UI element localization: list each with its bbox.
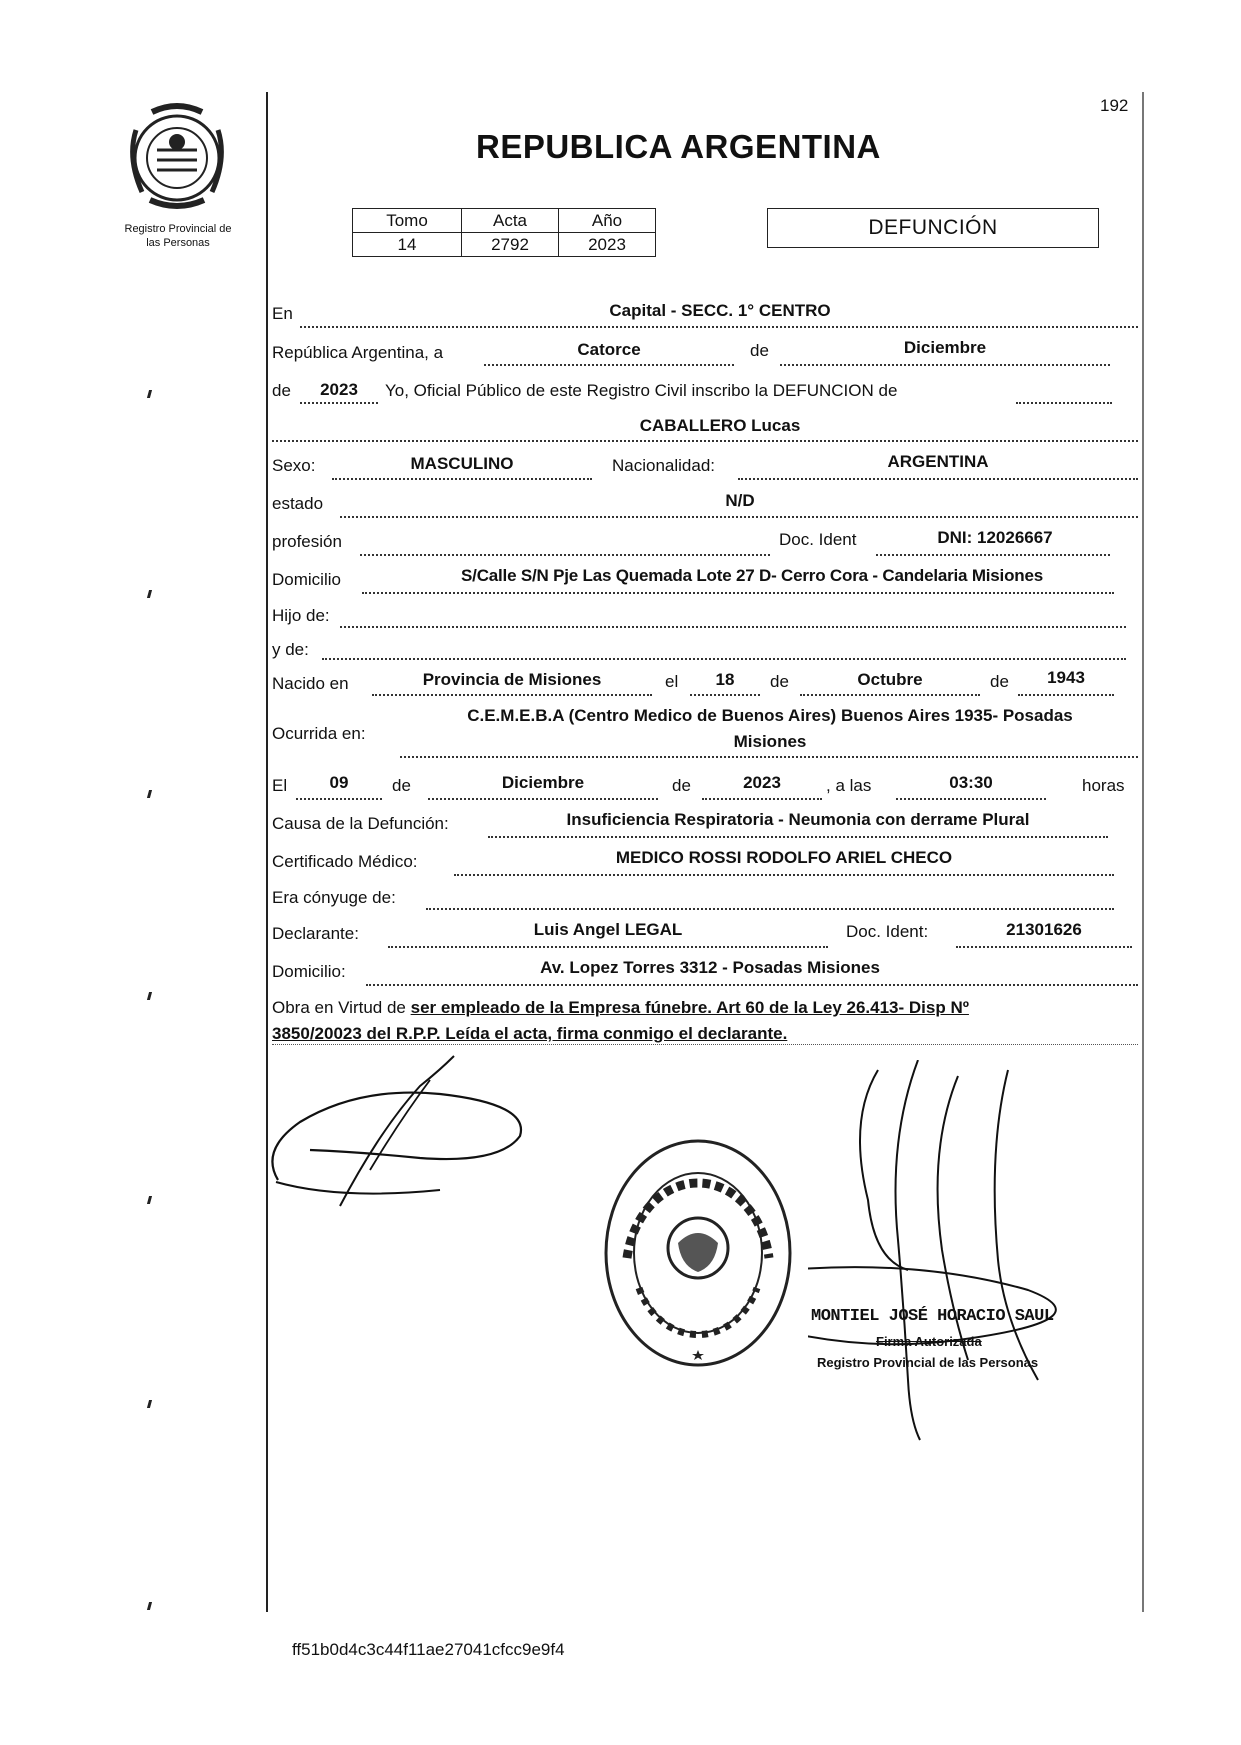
- ocurrida-en-label: Ocurrida en:: [272, 724, 366, 743]
- margin-mark: [147, 992, 152, 1000]
- acta-header: Acta: [462, 209, 559, 233]
- certificado-value: MEDICO ROSSI RODOLFO ARIEL CHECO: [615, 848, 953, 867]
- tomo-value: 14: [353, 233, 462, 257]
- official-org: Registro Provincial de las Personas: [817, 1355, 1039, 1370]
- dotted-line: [332, 478, 592, 480]
- place-value: Capital - SECC. 1° CENTRO: [609, 301, 831, 320]
- left-margin-line: [266, 92, 268, 1612]
- nacionalidad-value: ARGENTINA: [887, 452, 989, 471]
- domicilio-label: Domicilio:: [272, 962, 346, 981]
- death-year-value: 2023: [743, 773, 781, 792]
- deceased-name-value: CABALLERO Lucas: [639, 416, 801, 435]
- official-name: MONTIEL JOSÉ HORACIO SAUL: [811, 1307, 1054, 1326]
- dotted-line: [800, 694, 980, 696]
- statement-text: Yo, Oficial Público de este Registro Civil inscribo la DEFUNCION de: [385, 381, 898, 400]
- ocurrida-line2: Misiones: [733, 732, 807, 751]
- margin-mark: [147, 1602, 152, 1610]
- causa-value: Insuficiencia Respiratoria - Neumonia con derrame Plural: [566, 810, 1030, 829]
- dotted-line: [340, 626, 1126, 628]
- domicilio-label: Domicilio: [272, 570, 341, 589]
- doc-ident-value: DNI: 12026667: [937, 528, 1053, 547]
- estado-value: N/D: [725, 491, 755, 510]
- obra-label: [272, 998, 969, 1018]
- margin-mark: [147, 390, 152, 398]
- anio-value: 2023: [559, 233, 656, 257]
- republica-label: República Argentina, a: [272, 343, 444, 362]
- registry-value-row: [353, 233, 656, 257]
- day-words-value: Catorce: [577, 340, 641, 359]
- month-value: Diciembre: [903, 338, 987, 357]
- de-label: de: [272, 381, 291, 400]
- dotted-line: [372, 694, 652, 696]
- estado-label: estado: [272, 494, 324, 513]
- org-caption: [98, 222, 258, 250]
- dotted-line: [362, 592, 1114, 594]
- sexo-label: Sexo:: [272, 456, 316, 475]
- right-margin-line: [1142, 92, 1144, 1612]
- dotted-line: [1016, 402, 1112, 404]
- dotted-line: [272, 440, 1138, 442]
- margin-mark: [147, 1400, 152, 1408]
- dotted-line: [322, 658, 1126, 660]
- declarante-doc-value: 21301626: [1006, 920, 1082, 939]
- de-label: de: [750, 341, 769, 360]
- horas-label: horas: [1082, 776, 1125, 795]
- anio-header: Año: [559, 209, 656, 233]
- provincial-seal-logo: [122, 100, 232, 210]
- dotted-line: [300, 402, 378, 404]
- org-caption-line2: las Personas: [146, 237, 210, 249]
- dotted-line: [956, 946, 1132, 948]
- de-label: de: [392, 776, 411, 795]
- page-title: REPUBLICA ARGENTINA: [476, 128, 881, 165]
- a-las-label: , a las: [826, 776, 872, 795]
- profesion-label: profesión: [272, 532, 342, 551]
- de-label: de: [672, 776, 691, 795]
- margin-mark: [147, 790, 152, 798]
- doc-ident-label: Doc. Ident: [779, 530, 857, 549]
- de-label: de: [990, 672, 1009, 691]
- y-de-label: y de:: [272, 640, 309, 659]
- dotted-line: [388, 946, 828, 948]
- domicilio-value: S/Calle S/N Pje Las Quemada Lote 27 D- Cerro Cora - Candelaria Misiones: [461, 566, 1043, 585]
- acta-value: 2792: [462, 233, 559, 257]
- death-month-value: Diciembre: [501, 773, 585, 792]
- page-number: 192: [1100, 96, 1129, 115]
- dotted-line: [360, 554, 770, 556]
- dotted-line: [340, 516, 1138, 518]
- de-label: de: [770, 672, 789, 691]
- dotted-line: [426, 908, 1114, 910]
- declarant-signature: [270, 1050, 570, 1210]
- dotted-line: [690, 694, 760, 696]
- dotted-line: [300, 326, 1138, 328]
- dotted-line: [484, 364, 734, 366]
- margin-mark: [147, 590, 152, 598]
- declarante-label: Declarante:: [272, 924, 359, 943]
- doc-ident-label: Doc. Ident:: [846, 922, 929, 941]
- dotted-line: [738, 478, 1138, 480]
- registry-table: [352, 208, 656, 257]
- nacionalidad-label: Nacionalidad:: [612, 456, 716, 475]
- dotted-line: [876, 554, 1110, 556]
- official-role: Firma Autorizada: [876, 1334, 982, 1349]
- hijo-de-label: Hijo de:: [272, 606, 330, 625]
- obra-line1-value: ser empleado de la Empresa fúnebre. Art 60 de la Ley 26.413- Disp Nº: [410, 998, 969, 1017]
- tomo-header: Tomo: [353, 209, 462, 233]
- certificado-label: Certificado Médico:: [272, 852, 418, 871]
- causa-label: Causa de la Defunción:: [272, 814, 449, 833]
- death-day-value: 09: [329, 773, 349, 792]
- nacido-en-label: Nacido en: [272, 674, 349, 693]
- death-time-value: 03:30: [949, 773, 993, 792]
- dotted-line: [780, 364, 1110, 366]
- document-hash: ff51b0d4c3c44f11ae27041cfcc9e9f4: [292, 1640, 565, 1659]
- dotted-line: [296, 798, 382, 800]
- birth-day-value: 18: [715, 670, 735, 689]
- dotted-line: [400, 756, 1138, 758]
- dotted-line: [702, 798, 822, 800]
- nacido-en-value: Provincia de Misiones: [422, 670, 602, 689]
- margin-mark: [147, 1196, 152, 1204]
- ocurrida-line1: C.E.M.E.B.A (Centro Medico de Buenos Aires) Buenos Aires 1935- Posadas: [467, 706, 1073, 725]
- dotted-line: [488, 836, 1108, 838]
- obra-prefix: Obra en Virtud de: [272, 998, 406, 1017]
- dotted-line: [896, 798, 1046, 800]
- official-signature: [808, 1060, 1108, 1460]
- obra-line2-value: 3850/20023 del R.P.P. Leída el acta, firma conmigo el declarante.: [272, 1024, 788, 1043]
- org-caption-line1: Registro Provincial de: [124, 223, 232, 235]
- registry-header-row: [353, 209, 656, 233]
- declarante-value: Luis Angel LEGAL: [533, 920, 683, 939]
- birth-year-value: 1943: [1047, 668, 1085, 687]
- conyuge-label: Era cónyuge de:: [272, 888, 396, 907]
- el-label: el: [665, 672, 679, 691]
- birth-month-value: Octubre: [857, 670, 923, 689]
- dotted-line: [428, 798, 658, 800]
- official-stamp: [603, 1138, 793, 1368]
- declarante-domicilio-value: Av. Lopez Torres 3312 - Posadas Misiones: [540, 958, 880, 977]
- sexo-value: MASCULINO: [410, 454, 514, 473]
- dotted-line: [272, 1044, 1138, 1045]
- year-value: 2023: [320, 380, 358, 399]
- dotted-line: [454, 874, 1114, 876]
- dotted-line: [366, 984, 1138, 986]
- el-label: El: [272, 776, 288, 795]
- dotted-line: [1018, 694, 1114, 696]
- act-type-box: DEFUNCIÓN: [767, 208, 1099, 248]
- en-label: En: [272, 304, 293, 323]
